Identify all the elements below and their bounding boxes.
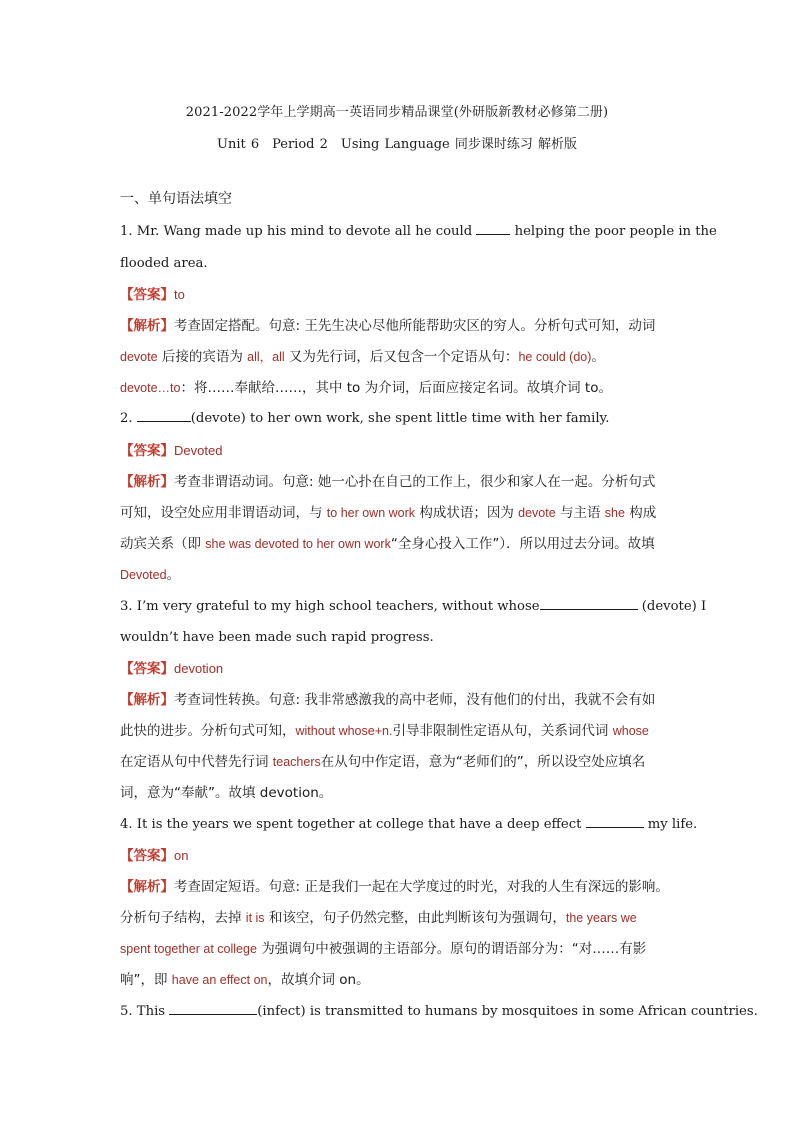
- analysis-2-line-3: 动宾关系（即 she was devoted to her own work“全身心投入工作”）．所以用过去分词。故填: [120, 536, 655, 552]
- answer-3: 【答案】devotion: [120, 661, 224, 677]
- analysis-3-line-4: 词，意为“奉献”。故填 devotion。: [120, 785, 333, 801]
- question-3-line-2: wouldn’t have been made such rapid progress.: [120, 630, 434, 645]
- question-3: 3. I’m very grateful to my high school teachers, without whose (devote) I: [120, 599, 707, 614]
- analysis-4-line-4: 响”，即 have an effect on，故填介词 on。: [120, 972, 370, 988]
- analysis-4-line-3: spent together at college 为强调句中被强调的主语部分。原句的谓语部分为：“对……有影: [120, 941, 647, 957]
- analysis-1: 【解析】考查固定搭配。句意: 王先生决心尽他所能帮助灾区的穷人。分析句式可知，动词: [120, 318, 656, 334]
- answer-blank: [476, 222, 510, 235]
- analysis-1-line-3: devote…to：将……奉献给……，其中 to 为介词，后面应接定名词。故填介词 to。: [120, 380, 612, 396]
- analysis-3: 【解析】考查词性转换。句意: 我非常感激我的高中老师，没有他们的付出，我就不会有如: [120, 692, 656, 708]
- analysis-4-line-2: 分析句子结构，去掉 it is 和该空，句子仍然完整，由此判断该句为强调句，the years we: [120, 910, 637, 926]
- document-subtitle: Unit 6 Period 2 Using Language 同步课时练习 解析版: [217, 137, 577, 152]
- section-heading: 一、单句语法填空: [120, 191, 232, 207]
- answer-blank: [169, 1002, 257, 1015]
- answer-2: 【答案】Devoted: [120, 443, 223, 459]
- answer-1: 【答案】to: [120, 287, 185, 303]
- question-4: 4. It is the years we spent together at college that have a deep effect my life.: [120, 817, 698, 832]
- question-2: 2. (devote) to her own work, she spent little time with her family.: [120, 411, 610, 426]
- analysis-3-line-2: 此快的进步。分析句式可知，without whose+n.引导非限制性定语从句，关系词代词 whose: [120, 723, 649, 739]
- question-1: 1. Mr. Wang made up his mind to devote all he could helping the poor people in the: [120, 224, 717, 239]
- analysis-2-line-4: Devoted。: [120, 567, 181, 583]
- answer-4: 【答案】on: [120, 848, 189, 864]
- answer-blank: [586, 815, 644, 828]
- analysis-3-line-3: 在定语从句中代替先行词 teachers在从句中作定语，意为“老师们的”，所以设空处应填名: [120, 754, 646, 770]
- analysis-2: 【解析】考查非谓语动词。句意: 她一心扑在自己的工作上，很少和家人在一起。分析句式: [120, 474, 656, 490]
- analysis-1-line-2: devote 后接的宾语为 all，all 又为先行词，后又包含一个定语从句：he could (do)。: [120, 349, 605, 365]
- analysis-2-line-2: 可知，设空处应用非谓语动词，与 to her own work 构成状语；因为 devote 与主语 she 构成: [120, 505, 657, 521]
- answer-blank: [137, 409, 191, 422]
- answer-blank: [540, 597, 638, 610]
- question-5: 5. This (infect) is transmitted to humans by mosquitoes in some African countries.: [120, 1004, 758, 1019]
- question-1-line-2: flooded area.: [120, 256, 208, 271]
- analysis-4: 【解析】考查固定短语。句意: 正是我们一起在大学度过的时光，对我的人生有深远的影响。: [120, 879, 669, 895]
- document-title: 2021-2022学年上学期高一英语同步精品课堂(外研版新教材必修第二册): [185, 105, 609, 120]
